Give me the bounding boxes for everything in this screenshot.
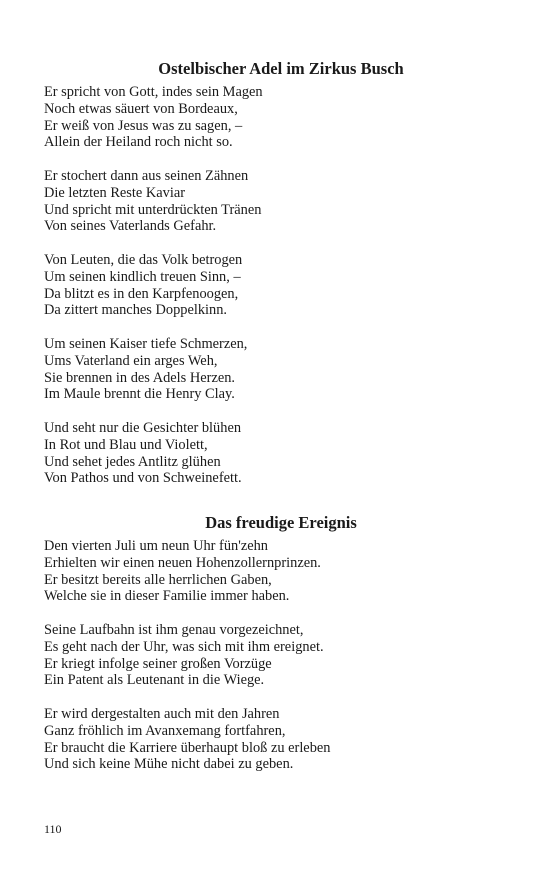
stanza (44, 84, 524, 151)
verse-line: Von Leuten, die das Volk betrogen (44, 251, 243, 268)
verse-line: Im Maule brennt die Henry Clay. (44, 386, 235, 403)
verse-line: Allein der Heiland roch nicht so. (44, 134, 233, 151)
poem-body (44, 538, 524, 790)
stanza (44, 420, 524, 487)
verse-line: Er braucht die Karriere überhaupt bloß zu erleben (44, 739, 331, 756)
verse-line: Welche sie in dieser Familie immer haben. (44, 588, 290, 605)
verse-line: Und spricht mit unterdrückten Tränen (44, 201, 262, 218)
stanza (44, 538, 524, 605)
verse-line: Er weiß von Jesus was zu sagen, – (44, 117, 243, 134)
verse-line: Erhielten wir einen neuen Hohenzollernprinzen. (44, 554, 321, 571)
stanza (44, 336, 524, 403)
verse-line: Um seinen Kaiser tiefe Schmerzen, (44, 335, 248, 352)
verse-line: Ums Vaterland ein arges Weh, (44, 352, 218, 369)
verse-line: In Rot und Blau und Violett, (44, 436, 208, 453)
verse-line: Und sich keine Mühe nicht dabei zu geben. (44, 756, 294, 773)
verse-line: Er stochert dann aus seinen Zähnen (44, 167, 249, 184)
verse-line: Er wird dergestalten auch mit den Jahren (44, 705, 280, 722)
page-number: 110 (44, 822, 62, 836)
verse-line: Er spricht von Gott, indes sein Magen (44, 84, 263, 100)
verse-line: Von Pathos und von Schweinefett. (44, 470, 242, 487)
verse-line: Es geht nach der Uhr, was sich mit ihm ereignet. (44, 638, 324, 655)
verse-line: Er kriegt infolge seiner großen Vorzüge (44, 655, 272, 672)
verse-line: Ganz fröhlich im Avanxemang fortfahren, (44, 722, 286, 739)
verse-line: Und sehet jedes Antlitz glühen (44, 453, 221, 470)
stanza (44, 252, 524, 319)
verse-line: Und seht nur die Gesichter blühen (44, 419, 242, 436)
poem-title: Das freudige Ereignis (205, 513, 357, 532)
verse-line: Er besitzt bereits alle herrlichen Gaben, (44, 571, 272, 588)
poem-body (44, 84, 524, 504)
verse-line: Um seinen kindlich treuen Sinn, – (44, 268, 241, 285)
poem-title: Ostelbischer Adel im Zirkus Busch (158, 59, 404, 78)
verse-line: Ein Patent als Leutenant in die Wiege. (44, 672, 265, 689)
verse-line: Die letzten Reste Kaviar (44, 184, 186, 201)
verse-line: Den vierten Juli um neun Uhr fün'zehn (44, 538, 268, 554)
verse-line: Sie brennen in des Adels Herzen. (44, 369, 236, 386)
stanza (44, 168, 524, 235)
stanza (44, 622, 524, 689)
verse-line: Von seines Vaterlands Gefahr. (44, 218, 217, 235)
stanza (44, 706, 524, 773)
verse-line: Da blitzt es in den Karpfenoogen, (44, 285, 239, 302)
verse-line: Seine Laufbahn ist ihm genau vorgezeichnet, (44, 621, 304, 638)
verse-line: Noch etwas säuert von Bordeaux, (44, 100, 238, 117)
verse-line: Da zittert manches Doppelkinn. (44, 302, 228, 319)
